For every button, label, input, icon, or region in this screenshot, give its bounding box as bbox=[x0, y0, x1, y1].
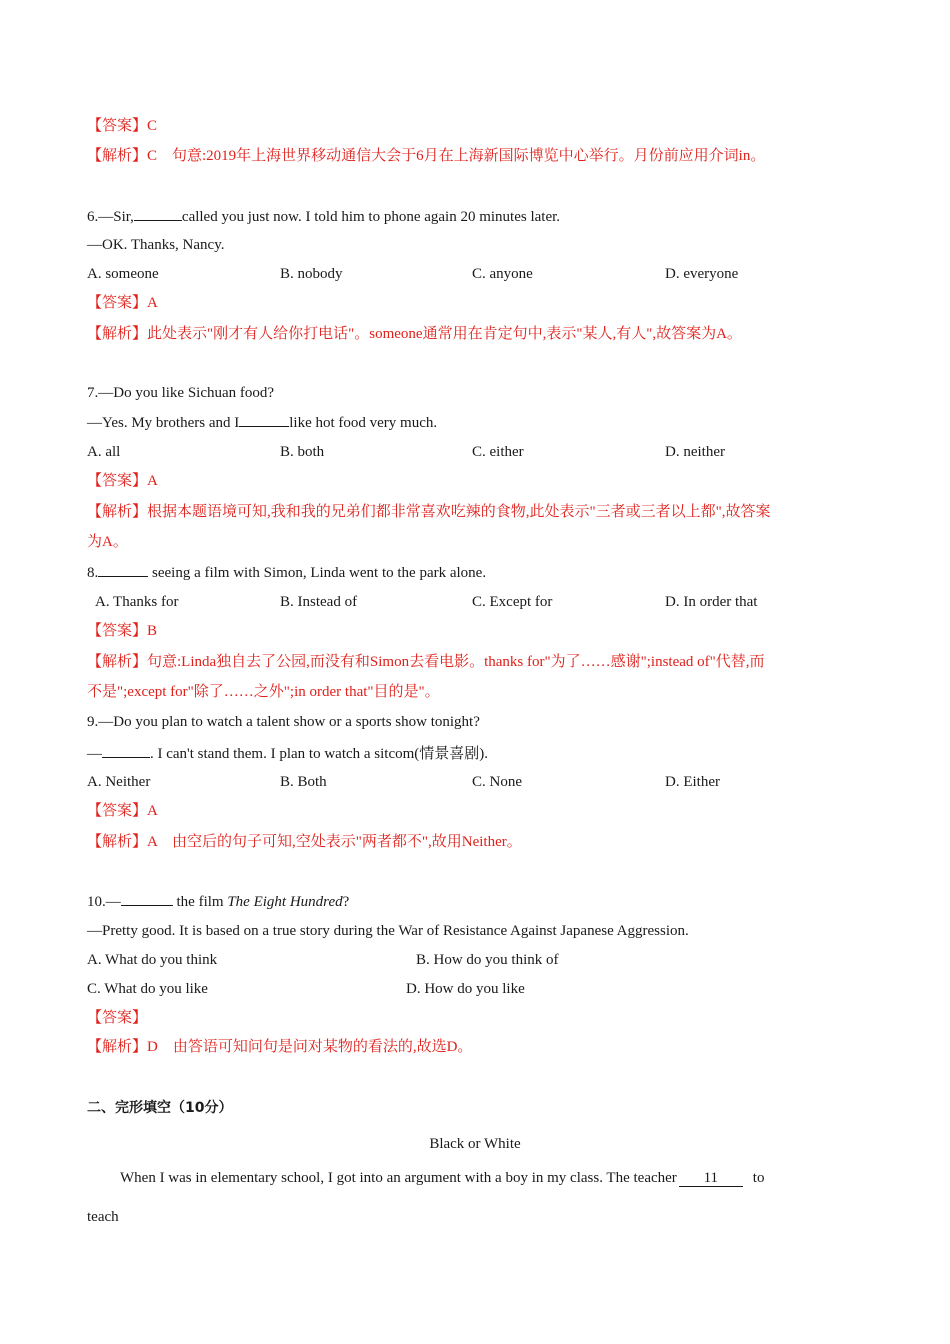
q9-analysis: 【解析】A 由空后的句子可知,空处表示"两者都不",故用Neither。 bbox=[87, 834, 522, 850]
passage-continuation: teach bbox=[87, 1209, 119, 1225]
q10-stem: 10.— the film The Eight Hundred? bbox=[87, 891, 349, 912]
q6-blank bbox=[134, 206, 182, 221]
q7-analysis-line1: 【解析】根据本题语境可知,我和我的兄弟们都非常喜欢吃辣的食物,此处表示"三者或三者以上都",故答案 bbox=[87, 504, 771, 520]
q10-option-b: B. How do you think of bbox=[416, 952, 559, 968]
q8-blank bbox=[98, 562, 148, 577]
q8-option-d: D. In order that bbox=[665, 594, 758, 610]
q9-reply: — . I can't stand them. I plan to watch a sitcom(情景喜剧). bbox=[87, 743, 488, 764]
q8-stem: 8. seeing a film with Simon, Linda went to the park alone. bbox=[87, 562, 486, 583]
q6-option-c: C. anyone bbox=[472, 266, 533, 282]
q7-analysis-line2: 为A。 bbox=[87, 534, 128, 550]
q8-analysis-line1: 【解析】句意:Linda独自去了公园,而没有和Simon去看电影。thanks for"为了……感谢";instead of"代替,而 bbox=[87, 654, 765, 670]
q7-answer: 【答案】A bbox=[87, 473, 158, 489]
q8-analysis-line2: 不是";except for"除了……之外";in order that"目的是"。 bbox=[87, 684, 440, 700]
q6-option-b: B. nobody bbox=[280, 266, 343, 282]
section-heading: 二、完形填空（10分） bbox=[87, 1100, 233, 1116]
q7-option-d: D. neither bbox=[665, 444, 725, 460]
q8-answer: 【答案】B bbox=[87, 623, 158, 639]
q9-answer: 【答案】A bbox=[87, 803, 158, 819]
q10-option-a: A. What do you think bbox=[87, 952, 218, 968]
q6-answer: 【答案】A bbox=[87, 295, 158, 311]
q6-option-d: D. everyone bbox=[665, 266, 739, 282]
q10-option-d: D. How do you like bbox=[406, 981, 525, 997]
q6-stem: 6.—Sir, called you just now. I told him to phone again 20 minutes later. bbox=[87, 206, 560, 227]
q10-answer: 【答案】 bbox=[87, 1010, 148, 1026]
q7-option-c: C. either bbox=[472, 444, 524, 460]
q9-stem: 9.—Do you plan to watch a talent show or a sports show tonight? bbox=[87, 714, 480, 730]
q9-option-c: C. None bbox=[472, 774, 522, 790]
q10-analysis: 【解析】D 由答语可知问句是问对某物的看法的,故选D。 bbox=[87, 1039, 473, 1055]
q5-analysis: 【解析】C 句意:2019年上海世界移动通信大会于6月在上海新国际博览中心举行。月份前应用介词in。 bbox=[87, 148, 766, 164]
q9-blank bbox=[102, 743, 150, 758]
passage-blank-11: 11 bbox=[679, 1170, 743, 1187]
q7-option-b: B. both bbox=[280, 444, 325, 460]
q10-reply: —Pretty good. It is based on a true story during the War of Resistance Against Japanese Aggression. bbox=[87, 923, 689, 939]
q7-stem: 7.—Do you like Sichuan food? bbox=[87, 385, 275, 401]
q8-option-a: A. Thanks for bbox=[95, 594, 179, 610]
q8-option-c: C. Except for bbox=[472, 594, 553, 610]
q6-option-a: A. someone bbox=[87, 266, 159, 282]
q7-option-a: A. all bbox=[87, 444, 121, 460]
q9-option-d: D. Either bbox=[665, 774, 720, 790]
q10-option-c: C. What do you like bbox=[87, 981, 208, 997]
q8-option-b: B. Instead of bbox=[280, 594, 358, 610]
q5-answer: 【答案】C bbox=[87, 118, 158, 134]
q10-blank bbox=[121, 891, 173, 906]
q6-reply: —OK. Thanks, Nancy. bbox=[87, 237, 225, 253]
passage-paragraph: When I was in elementary school, I got into an argument with a boy in my class. The teacher 11 to bbox=[120, 1170, 765, 1186]
q9-option-b: B. Both bbox=[280, 774, 327, 790]
passage-title: Black or White bbox=[429, 1136, 521, 1152]
q7-blank bbox=[239, 412, 289, 427]
q6-analysis: 【解析】此处表示"刚才有人给你打电话"。someone通常用在肯定句中,表示"某人,有人",故答案为A。 bbox=[87, 326, 742, 342]
q9-option-a: A. Neither bbox=[87, 774, 151, 790]
q7-reply: —Yes. My brothers and I like hot food very much. bbox=[87, 412, 437, 433]
